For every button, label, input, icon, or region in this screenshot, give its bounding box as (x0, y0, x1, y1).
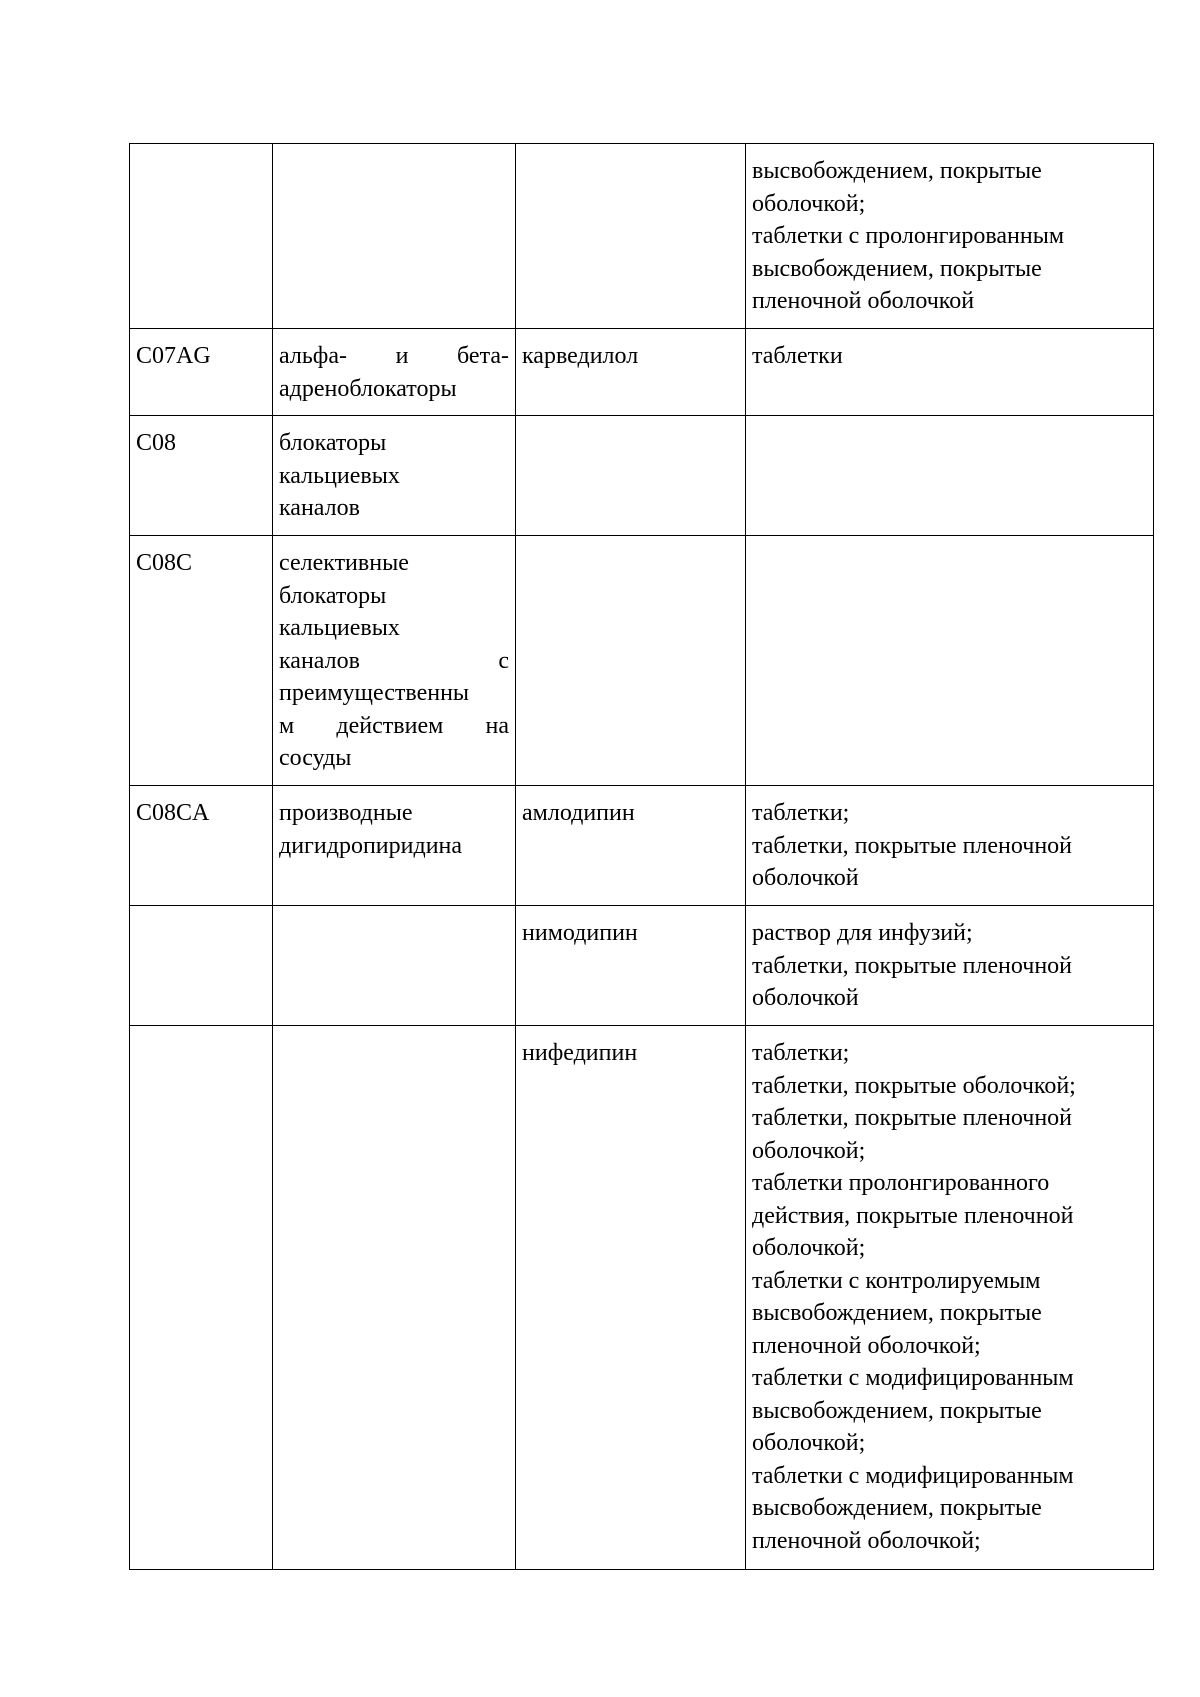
anatomical-therapeutic-group-cell (273, 536, 516, 786)
dosage-form-line: оболочкой (752, 985, 859, 1011)
atc-code-cell (130, 144, 273, 329)
drug-name-cell (516, 144, 746, 329)
table-row (130, 416, 1154, 536)
drug-name-cell: нифедипин (516, 1026, 746, 1570)
dosage-form-line: таблетки с модифицированным (752, 1365, 1074, 1391)
dosage-form-line: высвобождением, покрытые (752, 1397, 1042, 1424)
atc-code-cell: C08 (130, 416, 273, 536)
dosage-form-line: таблетки, покрытые оболочкой; (752, 1072, 1076, 1099)
group-text-line: производные (279, 800, 413, 826)
table-row (130, 144, 1154, 329)
dosage-form-line: действия, покрытые пленочной (752, 1202, 1074, 1229)
anatomical-therapeutic-group-cell (273, 1026, 516, 1570)
group-text-line: каналов (279, 495, 360, 521)
dosage-form-line: высвобождением, покрытые (752, 255, 1042, 282)
group-text-line: альфа- и бета- (279, 343, 509, 369)
drug-classification-table (129, 143, 1154, 1570)
group-text-line: каналов с (279, 647, 509, 674)
dosage-form-line: оболочкой; (752, 190, 866, 217)
dosage-form-line: оболочкой; (752, 1137, 866, 1164)
drug-name-cell: карведилол (516, 329, 746, 416)
dosage-form-cell (746, 1026, 1154, 1570)
drug-name-cell (516, 416, 746, 536)
group-text-line: кальциевых (279, 462, 400, 489)
dosage-form-line: высвобождением, покрытые (752, 1495, 1042, 1521)
anatomical-therapeutic-group-cell (273, 786, 516, 906)
dosage-form-cell (746, 329, 1154, 416)
dosage-form-cell (746, 144, 1154, 329)
dosage-form-line: таблетки; (752, 1040, 850, 1066)
dosage-form-line: таблетки, покрытые пленочной (752, 952, 1073, 979)
atc-code-cell: C08CA (130, 786, 273, 906)
dosage-form-line: таблетки с контролируемым (752, 1267, 1041, 1294)
group-text-line: блокаторы (279, 582, 387, 609)
group-text-line: селективные (279, 550, 409, 576)
dosage-form-line: таблетки (752, 343, 843, 369)
dosage-form-line: пленочной оболочкой; (752, 1527, 981, 1554)
atc-code-cell (130, 906, 273, 1026)
anatomical-therapeutic-group-cell (273, 416, 516, 536)
dosage-form-line: раствор для инфузий; (752, 920, 973, 946)
group-text-line: блокаторы (279, 430, 387, 456)
group-text-line: дигидропиридина (279, 832, 463, 859)
dosage-form-line: пленочной оболочкой; (752, 1332, 981, 1359)
drug-name-cell: амлодипин (516, 786, 746, 906)
dosage-form-line: оболочкой; (752, 1430, 866, 1456)
table-row (130, 906, 1154, 1026)
dosage-form-line: оболочкой (752, 865, 859, 891)
dosage-form-cell (746, 416, 1154, 536)
dosage-form-line: таблетки, покрытые пленочной (752, 1105, 1073, 1131)
dosage-form-line: пленочной оболочкой (752, 288, 975, 314)
dosage-form-line: высвобождением, покрытые (752, 1300, 1042, 1326)
table-row (130, 1026, 1154, 1570)
atc-code-cell: C07AG (130, 329, 273, 416)
anatomical-therapeutic-group-cell (273, 329, 516, 416)
group-text-line: кальциевых (279, 615, 400, 641)
table-body (130, 144, 1154, 1570)
drug-name-cell (516, 536, 746, 786)
drug-name-cell: нимодипин (516, 906, 746, 1026)
table-row (130, 329, 1154, 416)
dosage-form-line: высвобождением, покрытые (752, 158, 1042, 184)
table-row (130, 536, 1154, 786)
table-row (130, 786, 1154, 906)
group-text-line: адреноблокаторы (279, 375, 457, 402)
group-text-line: сосуды (279, 745, 352, 771)
anatomical-therapeutic-group-cell (273, 144, 516, 329)
atc-code-cell (130, 1026, 273, 1570)
dosage-form-line: таблетки с модифицированным (752, 1462, 1074, 1489)
dosage-form-cell (746, 786, 1154, 906)
dosage-form-line: таблетки пролонгированного (752, 1170, 1050, 1196)
dosage-form-cell (746, 536, 1154, 786)
dosage-form-line: таблетки с пролонгированным (752, 223, 1065, 249)
group-text-line: м действием на (279, 712, 509, 739)
group-text-line: преимущественны (279, 680, 470, 706)
anatomical-therapeutic-group-cell (273, 906, 516, 1026)
atc-code-cell: C08C (130, 536, 273, 786)
dosage-form-cell (746, 906, 1154, 1026)
dosage-form-line: таблетки, покрытые пленочной (752, 832, 1073, 859)
dosage-form-line: оболочкой; (752, 1235, 866, 1261)
dosage-form-line: таблетки; (752, 800, 850, 826)
